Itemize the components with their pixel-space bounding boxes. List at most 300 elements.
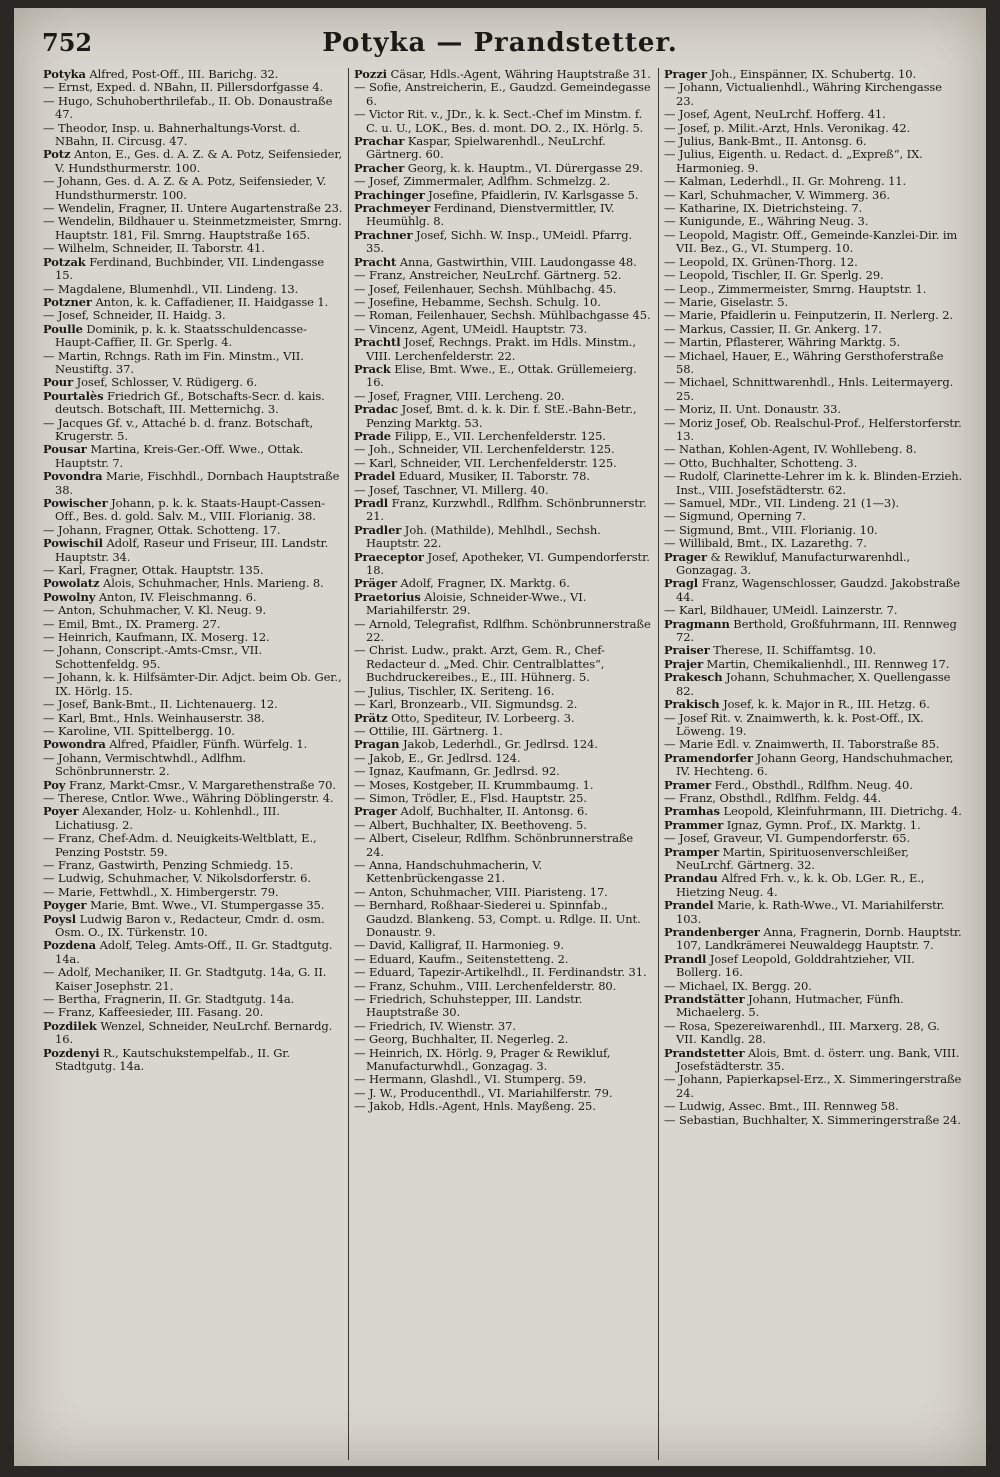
- directory-entry: [43, 966, 343, 993]
- directory-entry: [43, 872, 343, 885]
- entry-details: Martin, Chemikalienhdl., III. Rennweg 17.: [703, 656, 950, 671]
- directory-entry: [664, 537, 963, 550]
- page-header: [32, 22, 968, 62]
- entry-details: Franz, Wagenschlosser, Gaudzd. Jakobstraße 44.: [676, 576, 960, 604]
- directory-entry: [664, 671, 963, 698]
- entry-details: Martina, Kreis-Ger.-Off. Wwe., Ottak. Hauptstr. 7.: [55, 442, 304, 470]
- entry-details: Marie, Bmt. Wwe., VI. Stumpergasse 35.: [86, 898, 325, 913]
- directory-entry: [354, 752, 653, 765]
- entry-details: Josefine, Pfaidlerin, IV. Karlsgasse 5.: [424, 187, 639, 202]
- entry-details: — Michael, Schnittwarenhdl., Hnls. Leitermayerg. 25.: [664, 375, 954, 403]
- directory-entry: [43, 752, 343, 779]
- directory-entry: [664, 577, 963, 604]
- entry-details: — David, Kalligraf, II. Harmonieg. 9.: [354, 938, 564, 953]
- entry-details: Leopold, Kleinfuhrmann, III. Dietrichg. 4.: [719, 804, 962, 819]
- directory-entry: [664, 738, 963, 751]
- directory-entry: [354, 1033, 653, 1046]
- entry-surname: Powischer: [43, 496, 108, 510]
- entry-details: — Markus, Cassier, II. Gr. Ankerg. 17.: [664, 321, 882, 336]
- entry-details: Marie, k. Rath-Wwe., VI. Mariahilferstr. 103.: [676, 898, 945, 926]
- entry-details: — Johann, Ges. d. A. Z. & A. Potz, Seifensieder, V. Hundsthurmerstr. 100.: [43, 174, 327, 202]
- entry-surname: Praetorius: [354, 589, 421, 604]
- directory-entry: [43, 68, 343, 81]
- entry-surname: Prandenberger: [664, 925, 760, 939]
- entry-surname: Pracher: [354, 160, 405, 175]
- directory-entry: [664, 81, 963, 108]
- directory-entry: [43, 832, 343, 859]
- directory-entry: [354, 256, 653, 269]
- entry-details: — Friedrich, Schuhstepper, III. Landstr. Hauptstraße 30.: [354, 992, 583, 1020]
- directory-entry: [354, 899, 653, 939]
- entry-surname: Pozdilek: [43, 1018, 97, 1033]
- entry-details: — Sebastian, Buchhalter, X. Simmeringerstraße 24.: [664, 1112, 961, 1127]
- entry-surname: Pozdenyi: [43, 1045, 100, 1060]
- entry-details: Aloisie, Schneider-Wwe., VI. Mariahilferstr. 29.: [366, 589, 587, 618]
- column-left: [38, 68, 348, 1460]
- directory-entry: [354, 135, 653, 162]
- entry-details: Cäsar, Hdls.-Agent, Währing Hauptstraße 31.: [386, 68, 651, 81]
- directory-entry: [664, 872, 963, 899]
- entry-details: — Karl, Bildhauer, UMeidl. Lainzerstr. 7.: [664, 603, 898, 618]
- directory-entry: [354, 175, 653, 188]
- directory-entry: [43, 939, 343, 966]
- directory-entry: [354, 363, 653, 390]
- directory-entry: [43, 564, 343, 577]
- entry-details: — Rudolf, Clarinette-Lehrer im k. k. Blinden-Erzieh. Inst., VIII. Josefstädterstr. 62.: [664, 469, 963, 497]
- entry-details: Josef, Schlosser, V. Rüdigerg. 6.: [73, 375, 258, 390]
- directory-entry: [354, 470, 653, 483]
- directory-entry: [354, 323, 653, 336]
- entry-details: — Wendelin, Fragner, II. Untere Augartenstraße 23.: [43, 201, 343, 216]
- entry-surname: Prammer: [664, 817, 724, 832]
- entry-details: — Ottilie, III. Gärtnerg. 1.: [354, 723, 503, 738]
- entry-details: Wenzel, Schneider, NeuLrchf. Bernardg. 16.: [55, 1018, 333, 1047]
- directory-entry: [354, 698, 653, 711]
- entry-surname: Prack: [354, 361, 391, 376]
- entry-details: — Franz, Chef-Adm. d. Neuigkeits-Weltblatt, E., Penzing Poststr. 59.: [43, 831, 317, 859]
- entry-details: Joh. (Mathilde), Mehlhdl., Sechsh. Hauptstr. 22.: [366, 522, 601, 551]
- directory-entry: [664, 1100, 963, 1113]
- directory-entry: [354, 162, 653, 175]
- entry-details: — Katharine, IX. Dietrichsteing. 7.: [664, 201, 863, 216]
- directory-entry: [43, 591, 343, 604]
- directory-entry: [664, 832, 963, 845]
- directory-entry: [43, 698, 343, 711]
- entry-surname: Prager: [664, 68, 707, 81]
- directory-entry: [354, 1047, 653, 1074]
- entry-surname: Präger: [354, 576, 397, 591]
- directory-entry: [664, 443, 963, 456]
- entry-details: — J. W., Producenthdl., VI. Mariahilferstr. 79.: [354, 1085, 613, 1100]
- directory-entry: [664, 283, 963, 296]
- directory-entry: [354, 229, 653, 256]
- page-number: 752: [42, 28, 93, 57]
- directory-entry: [43, 738, 343, 751]
- directory-entry: [664, 993, 963, 1020]
- directory-entry: [664, 618, 963, 645]
- entry-surname: Prakesch: [664, 670, 723, 685]
- entry-details: — Heinrich, IX. Hörlg. 9, Prager & Rewikluf, Manufacturwhdl., Gonzagag. 3.: [354, 1045, 611, 1074]
- entry-details: — Eduard, Kaufm., Seitenstetteng. 2.: [354, 951, 569, 966]
- entry-details: Jakob, Lederhdl., Gr. Jedlrsd. 124.: [399, 737, 598, 752]
- entry-details: — Josef, Graveur, VI. Gumpendorferstr. 65.: [664, 831, 911, 846]
- entry-details: — Leopold, Magistr. Off., Gemeinde-Kanzlei-Dir. im VII. Bez., G., VI. Stumperg. 10.: [664, 227, 958, 256]
- directory-entry: [664, 202, 963, 215]
- entry-details: Alois, Schuhmacher, Hnls. Marieng. 8.: [99, 576, 324, 591]
- directory-entry: [43, 323, 343, 350]
- entry-details: — Adolf, Mechaniker, II. Gr. Stadtgutg. 14a, G. II. Kaiser Josephstr. 21.: [43, 965, 327, 993]
- directory-entry: [664, 779, 963, 792]
- entry-details: — Georg, Buchhalter, II. Negerleg. 2.: [354, 1032, 569, 1047]
- entry-details: — Josef Rit. v. Znaimwerth, k. k. Post-Off., IX. Löweng. 19.: [664, 710, 924, 738]
- directory-entry: [354, 886, 653, 899]
- entry-surname: Pramhas: [664, 804, 720, 819]
- directory-entry: [354, 765, 653, 778]
- entry-surname: Prakisch: [664, 697, 720, 712]
- directory-entry: [354, 859, 653, 886]
- entry-details: — Julius, Eigenth. u. Redact. d. „Expreß“, IX. Harmonieg. 9.: [664, 147, 923, 175]
- entry-details: — Willibald, Bmt., IX. Lazarethg. 7.: [664, 536, 867, 551]
- directory-entry: [43, 993, 343, 1006]
- entry-surname: Prandau: [664, 871, 718, 886]
- entry-surname: Powolny: [43, 589, 96, 604]
- entry-details: — Ludwig, Schuhmacher, V. Nikolsdorferstr. 6.: [43, 871, 311, 886]
- entry-details: Ludwig Baron v., Redacteur, Cmdr. d. osm. Osm. O., IX. Türkenstr. 10.: [55, 911, 325, 939]
- entry-surname: Pragan: [354, 737, 400, 752]
- entry-details: — Sigmund, Bmt., VIII. Florianig. 10.: [664, 522, 878, 537]
- directory-entry: [354, 577, 653, 590]
- entry-details: — Ernst, Exped. d. NBahn, II. Pillersdorfgasse 4.: [43, 80, 324, 95]
- directory-entry: [43, 215, 343, 242]
- entry-details: Josef, k. k. Major in R., III. Hetzg. 6.: [719, 697, 930, 712]
- directory-entry: [354, 189, 653, 202]
- entry-surname: Prachtl: [354, 335, 401, 350]
- directory-entry: [43, 671, 343, 698]
- entry-details: — Johann, Fragner, Ottak. Schotteng. 17.: [43, 522, 281, 537]
- directory-entry: [354, 336, 653, 363]
- entry-surname: Povondra: [43, 469, 103, 484]
- directory-entry: [664, 524, 963, 537]
- entry-details: — Karl, Fragner, Ottak. Hauptstr. 135.: [43, 563, 264, 578]
- entry-surname: Prandel: [664, 898, 714, 913]
- entry-details: — Nathan, Kohlen-Agent, IV. Wohllebeng. 8.: [664, 442, 917, 457]
- directory-entry: [664, 309, 963, 322]
- directory-page: [14, 8, 986, 1466]
- entry-surname: Pragmann: [664, 616, 730, 631]
- entry-details: — Anna, Handschuhmacherin, V. Kettenbrückengasse 21.: [354, 857, 543, 886]
- entry-details: — Karl, Schneider, VII. Lerchenfelderstr. 125.: [354, 455, 617, 470]
- entry-details: Georg, k. k. Hauptm., VI. Dürergasse 29.: [404, 160, 643, 175]
- entry-details: — Johann, Victualienhdl., Währing Kirchengasse 23.: [664, 80, 942, 108]
- entry-details: Otto, Spediteur, IV. Lorbeerg. 3.: [387, 710, 575, 725]
- entry-details: Alexander, Holz- u. Kohlenhdl., III. Lichatiusg. 2.: [55, 804, 280, 832]
- entry-details: Anna, Fragnerin, Dornb. Hauptstr. 107, Landkrämerei Neuwaldegg Hauptstr. 7.: [676, 925, 962, 953]
- directory-entry: [664, 135, 963, 148]
- entry-details: — Franz, Obsthdl., Rdlfhm. Feldg. 44.: [664, 790, 882, 805]
- entry-details: — Leopold, IX. Grünen-Thorg. 12.: [664, 254, 858, 269]
- directory-entry: [43, 792, 343, 805]
- directory-entry: [664, 1047, 963, 1074]
- directory-entry: [664, 980, 963, 993]
- directory-entry: [354, 644, 653, 684]
- entry-details: — Simon, Trödler, E., Flsd. Hauptstr. 25.: [354, 790, 587, 805]
- entry-details: Eduard, Musiker, II. Taborstr. 78.: [395, 469, 590, 484]
- directory-entry: [354, 296, 653, 309]
- entry-surname: Prager: [664, 549, 707, 564]
- directory-entry: [664, 926, 963, 953]
- entry-details: — Josef, Taschner, VI. Millerg. 40.: [354, 482, 549, 497]
- directory-entry: [43, 417, 343, 444]
- entry-details: — Karoline, VII. Spittelbergg. 10.: [43, 723, 235, 738]
- entry-details: Franz, Markt-Cmsr., V. Margarethenstraße 70.: [65, 777, 336, 792]
- entry-details: — Josefine, Hebamme, Sechsh. Schulg. 10.: [354, 294, 601, 309]
- directory-entry: [43, 443, 343, 470]
- entry-details: — Albert, Buchhalter, IX. Beethoveng. 5.: [354, 817, 587, 832]
- entry-details: Ferdinand, Dienstvermittler, IV. Heumühlg. 8.: [366, 201, 615, 229]
- entry-details: Josef Leopold, Golddrahtzieher, VII. Bollerg. 16.: [676, 951, 915, 980]
- entry-surname: Prachinger: [354, 187, 425, 202]
- directory-entry: [664, 899, 963, 926]
- directory-entry: [43, 805, 343, 832]
- entry-details: — Wendelin, Bildhauer u. Steinmetzmeister, Smrng. Hauptstr. 181, Fil. Smrng. Hauptstraße 165.: [43, 214, 342, 242]
- directory-entry: [354, 993, 653, 1020]
- entry-surname: Powondra: [43, 737, 106, 752]
- directory-entry: [354, 524, 653, 551]
- entry-details: Dominik, p. k. k. Staatsschuldencasse-Haupt-Caffier, II. Gr. Sperlg. 4.: [55, 321, 307, 350]
- directory-entry: [354, 202, 653, 229]
- directory-entry: [664, 1114, 963, 1127]
- entry-details: Therese, II. Schiffamtsg. 10.: [709, 643, 877, 658]
- entry-details: — Josef, Fragner, VIII. Lercheng. 20.: [354, 388, 565, 403]
- entry-details: — Josef, Agent, NeuLrchf. Hofferg. 41.: [664, 107, 886, 122]
- directory-entry: [664, 108, 963, 121]
- directory-entry: [664, 712, 963, 739]
- entry-details: Alois, Bmt. d. österr. ung. Bank, VIII. Josefstädterstr. 35.: [676, 1045, 960, 1074]
- entry-details: Alfred, Post-Off., III. Barichg. 32.: [85, 68, 279, 81]
- entry-details: Anna, Gastwirthin, VIII. Laudongasse 48.: [396, 254, 637, 269]
- directory-entry: [354, 591, 653, 618]
- directory-entry: [43, 376, 343, 389]
- directory-entry: [664, 1020, 963, 1047]
- entry-details: — Moriz, II. Unt. Donaustr. 33.: [664, 402, 841, 417]
- entry-surname: Prachmeyer: [354, 201, 431, 216]
- directory-entry: [43, 256, 343, 283]
- directory-entry: [43, 524, 343, 537]
- entry-details: — Josef, Feilenhauer, Sechsh. Mühlbachg. 45.: [354, 281, 617, 296]
- entry-surname: Praeceptor: [354, 549, 424, 564]
- directory-entry: [354, 1020, 653, 1033]
- entry-details: Josef, Sichh. W. Insp., UMeidl. Pfarrg. 35.: [366, 227, 633, 256]
- entry-details: — Josef, Schneider, II. Haidg. 3.: [43, 308, 226, 323]
- entry-surname: Powolatz: [43, 576, 100, 591]
- entry-details: — Arnold, Telegrafist, Rdlfhm. Schönbrunnerstraße 22.: [354, 616, 651, 645]
- directory-entry: [43, 202, 343, 215]
- directory-entry: [664, 551, 963, 578]
- entry-details: Johann Georg, Handschuhmacher, IV. Hechteng. 6.: [676, 750, 954, 779]
- entry-details: — Kalman, Lederhdl., II. Gr. Mohreng. 11.: [664, 174, 907, 189]
- entry-surname: Pracht: [354, 254, 397, 269]
- entry-details: Anton, IV. Fleischmanng. 6.: [95, 589, 257, 604]
- entry-details: Alfred Frh. v., k. k. Ob. LGer. R., E., Hietzing Neug. 4.: [676, 871, 925, 899]
- directory-entry: [354, 457, 653, 470]
- entry-details: — Heinrich, Kaufmann, IX. Moserg. 12.: [43, 630, 270, 645]
- directory-entry: [664, 698, 963, 711]
- directory-entry: [43, 859, 343, 872]
- entry-details: — Ludwig, Assec. Bmt., III. Rennweg 58.: [664, 1099, 899, 1114]
- entry-details: — Christ. Ludw., prakt. Arzt, Gem. R., Chef-Redacteur d. „Med. Chir. Centralblattes“, Buchdruckereibes., E., III. Hühnerg. 5.: [354, 643, 605, 685]
- directory-entry: [664, 470, 963, 497]
- entry-details: — Sofie, Anstreicherin, E., Gaudzd. Gemeindegasse 6.: [354, 80, 651, 108]
- directory-entry: [43, 631, 343, 644]
- entry-details: — Sigmund, Operning 7.: [664, 509, 806, 524]
- entry-details: — Emil, Bmt., IX. Pramerg. 27.: [43, 616, 221, 631]
- entry-details: — Johann, k. k. Hilfsämter-Dir. Adjct. beim Ob. Ger., IX. Hörlg. 15.: [43, 670, 342, 698]
- directory-entry: [664, 376, 963, 403]
- directory-entry: [664, 644, 963, 657]
- entry-details: — Friedrich, IV. Wienstr. 37.: [354, 1018, 516, 1033]
- directory-entry: [354, 618, 653, 645]
- entry-details: — Jakob, E., Gr. Jedlrsd. 124.: [354, 750, 521, 765]
- entry-details: — Bertha, Fragnerin, II. Gr. Stadtgutg. 14a.: [43, 992, 295, 1007]
- directory-entry: [43, 537, 343, 564]
- entry-details: — Marie, Giselastr. 5.: [664, 294, 789, 309]
- entry-details: Johann, Hutmacher, Fünfh. Michaelerg. 5.: [676, 992, 904, 1020]
- directory-entry: [354, 309, 653, 322]
- entry-details: — Franz, Kaffeesieder, III. Fasang. 20.: [43, 1005, 264, 1020]
- directory-entry: [664, 323, 963, 336]
- entry-surname: Poyer: [43, 804, 79, 819]
- directory-entry: [664, 805, 963, 818]
- entry-surname: Poyger: [43, 898, 87, 913]
- entry-surname: Pragl: [664, 576, 699, 591]
- entry-details: — Karl, Bronzearb., VII. Sigmundsg. 2.: [354, 697, 578, 712]
- directory-entry: [664, 819, 963, 832]
- directory-entry: [43, 497, 343, 524]
- entry-details: — Michael, IX. Bergg. 20.: [664, 978, 812, 993]
- directory-entry: [354, 685, 653, 698]
- directory-entry: [354, 939, 653, 952]
- directory-entry: [43, 604, 343, 617]
- directory-entry: [354, 403, 653, 430]
- entry-surname: Poy: [43, 777, 66, 792]
- directory-entry: [43, 577, 343, 590]
- directory-entry: [354, 484, 653, 497]
- entry-surname: Praiser: [664, 643, 710, 658]
- entry-surname: Pramper: [664, 844, 720, 859]
- directory-entry: [664, 953, 963, 980]
- entry-details: — Michael, Hauer, E., Währing Gersthoferstraße 58.: [664, 348, 944, 376]
- directory-entry: [354, 966, 653, 979]
- directory-entry: [354, 81, 653, 108]
- directory-entry: [43, 725, 343, 738]
- entry-details: — Ignaz, Kaufmann, Gr. Jedlrsd. 92.: [354, 764, 560, 779]
- entry-details: — Johann, Papierkapsel-Erz., X. Simmeringerstraße 24.: [664, 1072, 962, 1100]
- entry-details: Adolf, Raseur und Friseur, III. Landstr. Hauptstr. 34.: [55, 536, 329, 564]
- entry-details: — Marie, Pfaidlerin u. Feinputzerin, II. Nerlerg. 2.: [664, 308, 953, 323]
- entry-details: Anton, k. k. Caffadiener, II. Haidgasse 1.: [91, 294, 329, 309]
- entry-details: — Martin, Pflasterer, Währing Marktg. 5.: [664, 335, 901, 350]
- directory-columns: [38, 68, 970, 1460]
- directory-entry: [43, 81, 343, 94]
- directory-entry: [43, 644, 343, 671]
- entry-surname: Poysl: [43, 911, 77, 926]
- entry-details: — Marie, Fettwhdl., X. Himbergerstr. 79.: [43, 884, 279, 899]
- directory-entry: [664, 296, 963, 309]
- entry-details: — Martin, Rchngs. Rath im Fin. Minstm., VII. Neustiftg. 37.: [43, 348, 304, 376]
- directory-entry: [43, 712, 343, 725]
- entry-details: Josef, Apotheker, VI. Gumpendorferstr. 18.: [366, 549, 650, 578]
- directory-entry: [354, 390, 653, 403]
- directory-entry: [664, 189, 963, 202]
- directory-entry: [43, 283, 343, 296]
- entry-details: Josef, Bmt. d. k. k. Dir. f. StE.-Bahn-Betr., Penzing Marktg. 53.: [366, 402, 637, 430]
- entry-details: — Julius, Bank-Bmt., II. Antonsg. 6.: [664, 134, 867, 149]
- entry-details: Alfred, Pfaidler, Fünfh. Würfelg. 1.: [105, 737, 308, 752]
- entry-surname: Pramendorfer: [664, 750, 753, 765]
- directory-entry: [664, 604, 963, 617]
- entry-surname: Pozzi: [354, 68, 387, 81]
- entry-surname: Potz: [43, 147, 71, 162]
- entry-details: — Kunigunde, E., Währing Neug. 3.: [664, 214, 869, 229]
- entry-details: — Wilhelm, Schneider, II. Taborstr. 41.: [43, 241, 265, 256]
- entry-details: Berthold, Großfuhrmann, III. Rennweg 72.: [676, 616, 957, 645]
- entry-details: — Josef, p. Milit.-Arzt, Hnls. Veronikag. 42.: [664, 120, 911, 135]
- entry-surname: Pradac: [354, 402, 399, 417]
- directory-entry: [43, 148, 343, 175]
- entry-details: — Eduard, Tapezir-Artikelhdl., II. Ferdinandstr. 31.: [354, 965, 647, 980]
- directory-entry: [664, 215, 963, 228]
- entry-details: — Jacques Gf. v., Attaché b. d. franz. Botschaft, Krugerstr. 5.: [43, 415, 314, 443]
- entry-details: & Rewikluf, Manufacturwarenhdl., Gonzagag. 3.: [676, 549, 911, 578]
- entry-surname: Prachar: [354, 134, 405, 149]
- entry-details: — Roman, Feilenhauer, Sechsh. Mühlbachgasse 45.: [354, 308, 651, 323]
- entry-details: R., Kautschukstempelfab., II. Gr. Stadtgutg. 14a.: [55, 1045, 290, 1074]
- directory-entry: [43, 122, 343, 149]
- entry-surname: Pour: [43, 375, 74, 390]
- column-middle: [348, 68, 658, 1460]
- entry-details: — Joh., Schneider, VII. Lerchenfelderstr. 125.: [354, 442, 615, 457]
- entry-details: Friedrich Gf., Botschafts-Secr. d. kais. deutsch. Botschaft, III. Metternichg. 3.: [55, 388, 325, 417]
- directory-entry: [354, 805, 653, 818]
- entry-details: — Julius, Tischler, IX. Seriteng. 16.: [354, 683, 555, 698]
- entry-details: — Otto, Buchhalter, Schotteng. 3.: [664, 455, 858, 470]
- directory-entry: [354, 725, 653, 738]
- directory-entry: [43, 886, 343, 899]
- directory-entry: [43, 242, 343, 255]
- directory-entry: [43, 618, 343, 631]
- directory-entry: [43, 95, 343, 122]
- directory-entry: [664, 122, 963, 135]
- directory-entry: [354, 1087, 653, 1100]
- entry-details: Elise, Bmt. Wwe., E., Ottak. Grüllemeierg. 16.: [366, 361, 637, 390]
- entry-surname: Prandstetter: [664, 1045, 745, 1060]
- directory-entry: [664, 792, 963, 805]
- entry-details: Ferdinand, Buchbinder, VII. Lindengasse 15.: [55, 254, 325, 283]
- entry-details: Filipp, E., VII. Lerchenfelderstr. 125.: [391, 428, 606, 443]
- directory-entry: [354, 738, 653, 751]
- directory-entry: [664, 350, 963, 377]
- directory-entry: [43, 390, 343, 417]
- directory-entry: [664, 68, 963, 81]
- directory-entry: [43, 175, 343, 202]
- entry-surname: Prachner: [354, 227, 413, 242]
- entry-details: — Franz, Schuhm., VIII. Lerchenfelderstr. 80.: [354, 978, 617, 993]
- directory-entry: [354, 779, 653, 792]
- directory-entry: [664, 846, 963, 873]
- directory-entry: [664, 148, 963, 175]
- entry-details: — Anton, Schuhmacher, VIII. Piaristeng. 17.: [354, 884, 608, 899]
- entry-details: Johann, p. k. k. Staats-Haupt-Cassen-Off., Bes. d. gold. Salv. M., VIII. Florianig. 38.: [55, 496, 325, 524]
